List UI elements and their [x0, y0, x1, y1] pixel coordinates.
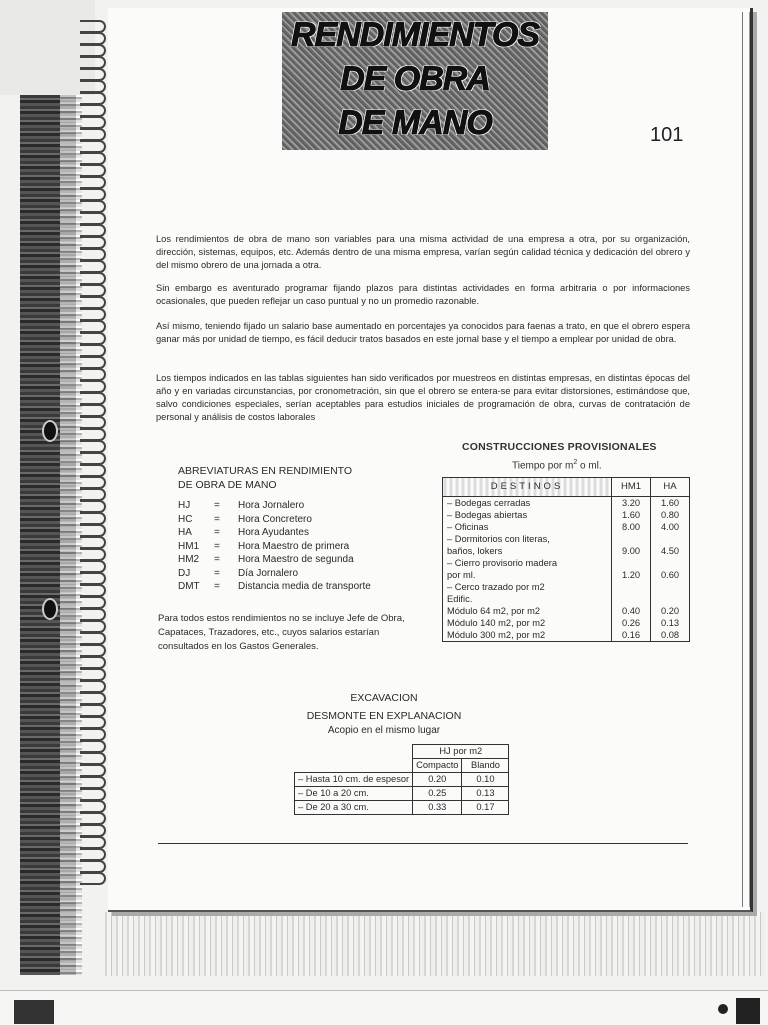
provisionales-row — [443, 629, 690, 642]
hm1-cell — [612, 557, 651, 569]
ha-cell: 0.08 — [651, 629, 690, 642]
provisionales-row — [443, 605, 690, 617]
excavacion-subheading-2: Acopio en el mismo lugar — [327, 725, 441, 736]
destino-cell: – Cierro provisorio madera — [443, 557, 612, 569]
provisionales-subheading-text: Tiempo por m — [512, 460, 574, 472]
ha-cell: 4.50 — [651, 545, 690, 557]
hm1-cell — [612, 533, 651, 545]
abbreviations-heading — [178, 464, 352, 492]
hm1-cell — [612, 581, 651, 593]
abbreviation-equals: = — [214, 581, 220, 592]
blando-cell: 0.13 — [462, 787, 509, 801]
destino-cell: – Bodegas cerradas — [443, 497, 612, 510]
abbreviation-key: HJ — [178, 500, 191, 511]
destino-cell: por ml. — [443, 569, 612, 581]
abbreviation-value: Hora Ayudantes — [238, 527, 309, 538]
destino-cell: Módulo 64 m2, por m2 — [443, 605, 612, 617]
provisionales-row — [443, 557, 690, 569]
scan-artifact — [718, 1004, 728, 1014]
abbreviation-equals: = — [214, 513, 220, 525]
hm1-cell: 0.26 — [612, 617, 651, 629]
col-destinos: DESTINOS — [443, 478, 612, 497]
ha-cell — [651, 593, 690, 605]
abbreviation-value: Hora Maestro de segunda — [238, 554, 354, 565]
col-blando: Blando — [462, 759, 509, 773]
provisionales-heading: CONSTRUCCIONES PROVISIONALES — [462, 441, 657, 453]
abbreviations-heading-line-1: ABREVIATURAS EN RENDIMIENTO — [178, 465, 353, 477]
binding-edge — [60, 95, 82, 975]
col-hm1: HM1 — [612, 478, 651, 497]
destino-cell: Edific. — [443, 593, 612, 605]
abbreviation-value: Día Jornalero — [238, 567, 299, 579]
destino-cell: – Oficinas — [443, 521, 612, 533]
provisionales-table — [442, 477, 690, 642]
blank-cell — [295, 745, 413, 759]
excavacion-row — [295, 773, 509, 787]
provisionales-row — [443, 581, 690, 593]
abbreviation-value: Distancia media de transporte — [238, 581, 371, 592]
title-block — [282, 12, 548, 150]
abbreviation-equals: = — [214, 527, 220, 538]
abbreviation-equals: = — [214, 500, 220, 511]
scan-artifact — [736, 998, 760, 1024]
next-page-edge — [0, 990, 768, 1025]
provisionales-row — [443, 533, 690, 545]
hm1-cell: 9.00 — [612, 545, 651, 557]
abbreviation-equals: = — [214, 554, 220, 565]
ha-cell — [651, 581, 690, 593]
compacto-cell: 0.25 — [413, 787, 462, 801]
compacto-cell: 0.20 — [413, 773, 462, 787]
destino-cell: – Dormitorios con literas, — [443, 533, 612, 545]
espesor-cell: – Hasta 10 cm. de espesor — [295, 773, 413, 787]
intro-paragraph-4: Los tiempos indicados en las tablas siguientes han sido verificados por muestreos en distintas empresas, en distintas épocas del año y en variadas circunstancias, por cronometración, sin que el obrero se entera-se para evitar distorsiones, estimándose que, salvo condiciones especiales, serían aceptables para estudios iniciales de programación de obra, curvas de contratación de personal y análisis de costos laborales — [156, 373, 690, 422]
bottom-rule — [158, 843, 688, 844]
abbreviation-value: Hora Concretero — [238, 513, 312, 525]
punch-hole — [42, 420, 58, 442]
hm1-cell: 3.20 — [612, 497, 651, 510]
ha-cell: 0.60 — [651, 569, 690, 581]
intro-paragraph-3: Así mismo, teniendo fijado un salario base aumentado en porcentajes ya conocidos para faenas a trato, en que el obrero espera ganar más por unidad de tiempo, es fácil deducir tratos basados en este jornal base y el tiempo a emplear por unidad de obra. — [156, 321, 690, 344]
destino-cell: – Bodegas abiertas — [443, 509, 612, 521]
abbreviation-key: HM1 — [178, 540, 200, 552]
provisionales-row — [443, 545, 690, 557]
blando-cell: 0.17 — [462, 801, 509, 815]
provisionales-row — [443, 509, 690, 521]
espesor-cell: – De 20 a 30 cm. — [295, 801, 413, 815]
destino-cell: Módulo 300 m2, por m2 — [443, 629, 612, 642]
abbreviation-value: Hora Jornalero — [238, 500, 305, 511]
hm1-cell — [612, 593, 651, 605]
excavacion-heading: EXCAVACION — [350, 692, 418, 704]
title-line-3: DE MANO — [338, 104, 492, 142]
abbreviation-key: DJ — [178, 567, 191, 579]
ha-cell: 0.20 — [651, 605, 690, 617]
provisionales-subheading-sup: 2 — [573, 459, 578, 466]
excavacion-row — [295, 787, 509, 801]
abbreviation-key: HC — [178, 513, 193, 525]
provisionales-row — [443, 617, 690, 629]
destino-cell: Módulo 140 m2, por m2 — [443, 617, 612, 629]
hm1-cell: 0.16 — [612, 629, 651, 642]
spiral-coil — [80, 872, 106, 885]
spiral-binding — [80, 20, 110, 890]
destino-cell: – Cerco trazado por m2 — [443, 581, 612, 593]
hm1-cell: 8.00 — [612, 521, 651, 533]
abbreviation-key: DMT — [178, 581, 200, 592]
col-ha: HA — [651, 478, 690, 497]
provisionales-row — [443, 593, 690, 605]
abbreviation-key: HA — [178, 527, 192, 538]
excavacion-row — [295, 801, 509, 815]
excavacion-table — [294, 744, 509, 815]
blank-cell — [295, 759, 413, 773]
abbreviation-key: HM2 — [178, 554, 200, 565]
provisionales-row — [443, 569, 690, 581]
provisionales-row — [443, 521, 690, 533]
ha-cell — [651, 533, 690, 545]
title-line-1: RENDIMIENTOS — [290, 16, 540, 54]
abbreviations-heading-line-2: DE OBRA DE MANO — [178, 479, 277, 491]
excavacion-subheading: DESMONTE EN EXPLANACION — [306, 710, 462, 722]
intro-paragraph-1: Los rendimientos de obra de mano son variables para una misma actividad de una empresa a otra, por su organización, dirección, sistemas, equipos, etc. Además dentro de una misma empresa, varían según calidad técnica y dedicación del obrero y del mismo obrero de una jornada a otra. — [156, 234, 690, 270]
ha-cell — [651, 557, 690, 569]
abbreviation-equals: = — [214, 540, 220, 552]
ha-cell: 1.60 — [651, 497, 690, 510]
abbreviations-note: Para todos estos rendimientos no se incluye Jefe de Obra, Capataces, Trazadores, etc., cuyos salarios estarían consultados en los Gastos Generales. — [158, 613, 405, 652]
espesor-cell: – De 10 a 20 cm. — [295, 787, 413, 801]
ha-cell: 0.80 — [651, 509, 690, 521]
provisionales-subheading — [512, 459, 602, 471]
provisionales-row — [443, 497, 690, 510]
hm1-cell: 0.40 — [612, 605, 651, 617]
abbreviation-equals: = — [214, 567, 220, 579]
provisionales-subheading-tail: o ml. — [577, 460, 602, 472]
ha-cell: 4.00 — [651, 521, 690, 533]
scan-noise — [105, 912, 765, 976]
ha-cell: 0.13 — [651, 617, 690, 629]
hm1-cell: 1.20 — [612, 569, 651, 581]
page-edge — [742, 12, 750, 907]
punch-hole — [42, 598, 58, 620]
col-compacto: Compacto — [413, 759, 462, 773]
intro-paragraph-2: Sin embargo es aventurado programar fijando plazos para distintas actividades en forma arbitraria o por informaciones ocasionales, que pueden reflejar un caso puntual y no un promedio razonable. — [156, 283, 690, 306]
col-hj-por-m2: HJ por m2 — [413, 745, 509, 759]
scan-artifact — [14, 1000, 54, 1024]
hm1-cell: 1.60 — [612, 509, 651, 521]
destino-cell: baños, lokers — [443, 545, 612, 557]
abbreviation-value: Hora Maestro de primera — [238, 540, 350, 552]
blando-cell: 0.10 — [462, 773, 509, 787]
compacto-cell: 0.33 — [413, 801, 462, 815]
page-number: 101 — [650, 124, 684, 146]
title-line-2: DE OBRA — [340, 60, 490, 98]
